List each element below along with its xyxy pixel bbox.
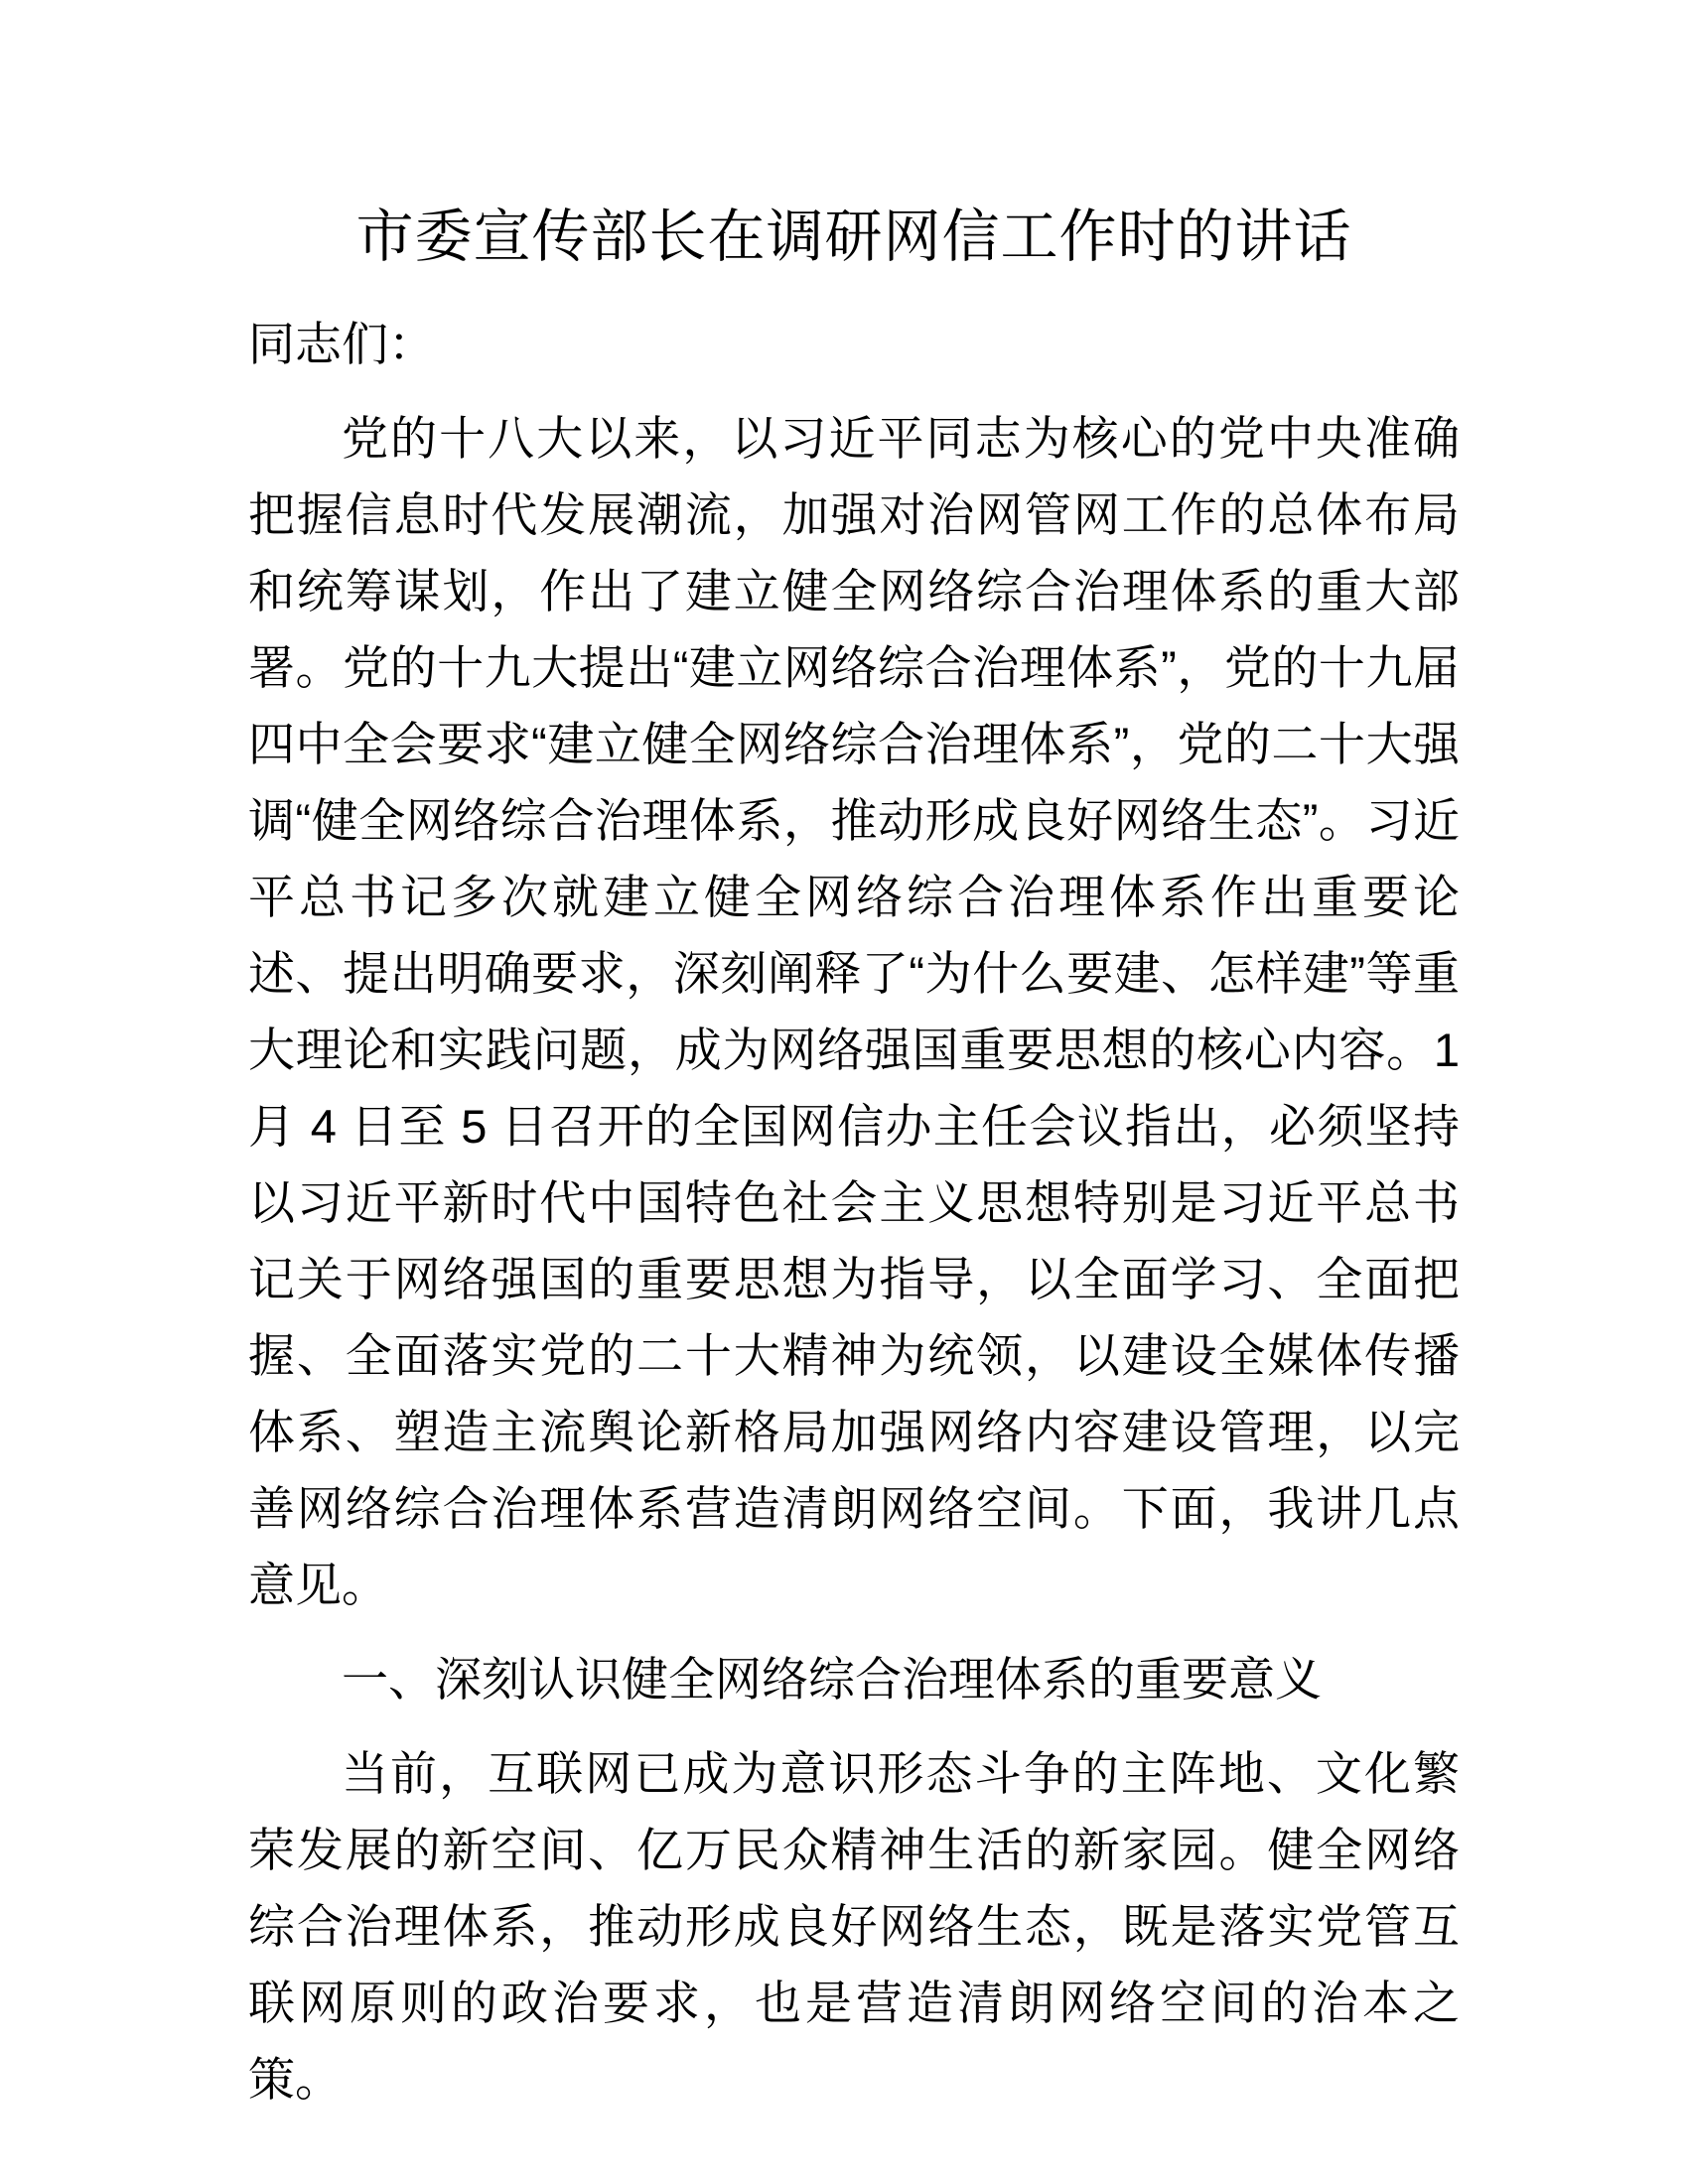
paragraph-introduction: 党的十八大以来，以习近平同志为核心的党中央准确把握信息时代发展潮流，加强对治网管网工作的总体布局和统筹谋划，作出了建立健全网络综合治理体系的重大部署。党的十九大提出“建立网络综合治理体系”，党的十九届四中全会要求“建立健全网络综合治理体系”，党的二十大强调“健全网络综合治理体系，推动形成良好网络生态”。习近平总书记多次就建立健全网络综合治理体系作出重要论述、提出明确要求，深刻阐释了“为什么要建、怎样建”等重大理论和实践问题，成为网络强国重要思想的核心内容。1 月 4 日至 5 日召开的全国网信办主任会议指出，必须坚持以习近平新时代中国特色社会主义思想特别是习近平总书记关于网络强国的重要思想为指导，以全面学习、全面把握、全面落实党的二十大精神为统领，以建设全媒体传播体系、塑造主流舆论新格局加强网络内容建设管理，以完善网络综合治理体系营造清朗网络空间。下面，我讲几点意见。 — [248, 412, 1460, 1611]
document-title: 市委宣传部长在调研网信工作时的讲话 — [355, 205, 1352, 269]
paragraph-section-1: 当前，互联网已成为意识形态斗争的主阵地、文化繁荣发展的新空间、亿万民众精神生活的新家园。健全网络综合治理体系，推动形成良好网络生态，既是落实党管互联网原则的政治要求，也是营造清朗网络空间的治本之策。 — [248, 1747, 1460, 2106]
section-heading-1: 一、深刻认识健全网络综合治理体系的重要意义 — [342, 1653, 1322, 1706]
salutation-line: 同志们： — [248, 318, 435, 370]
